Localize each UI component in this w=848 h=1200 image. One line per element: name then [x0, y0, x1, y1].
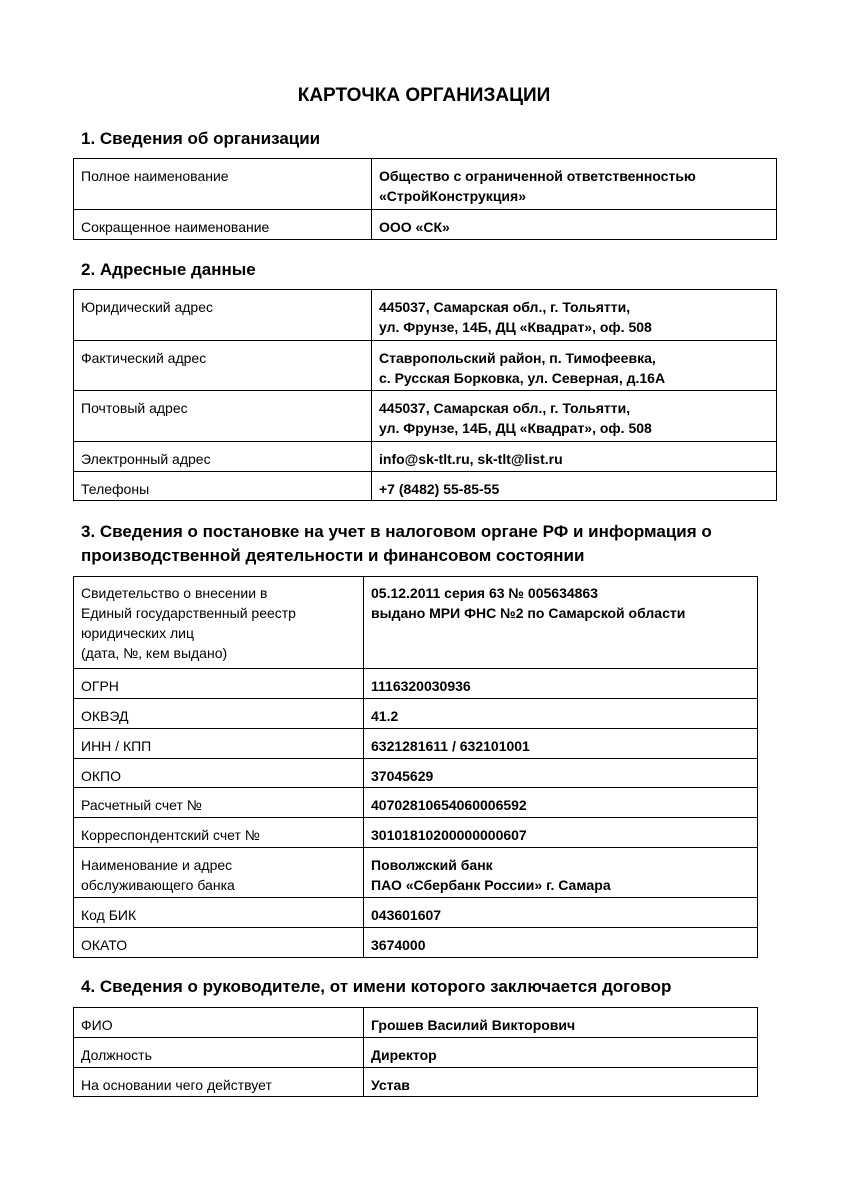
table-row [74, 788, 758, 818]
table-row [74, 341, 777, 391]
table-row [74, 442, 777, 472]
table-row [74, 669, 758, 699]
tax-registration-table [73, 576, 758, 958]
row-value: Грошев Василий Викторович [364, 1008, 758, 1038]
row-value: 40702810654060006592 [364, 788, 758, 818]
row-label: На основании чего действует [74, 1068, 364, 1097]
row-value: 6321281611 / 632101001 [364, 729, 758, 759]
table-row [74, 818, 758, 848]
row-value: Ставропольский район, п. Тимофеевка, с. Русская Борковка, ул. Северная, д.16А [372, 341, 777, 391]
table-row [74, 928, 758, 958]
row-label: Свидетельство о внесении в Единый государственный реестр юридических лиц (дата, №, кем выдано) [74, 577, 364, 669]
row-value: Устав [364, 1068, 758, 1097]
table-row [74, 1008, 758, 1038]
row-value: 3674000 [364, 928, 758, 958]
document-title: КАРТОЧКА ОРГАНИЗАЦИИ [297, 85, 551, 106]
table-row [74, 729, 758, 759]
row-label: Почтовый адрес [74, 391, 372, 442]
email-value: info@sk-tlt.ru, sk-tlt@list.ru [372, 442, 777, 472]
row-value: 37045629 [364, 759, 758, 788]
row-label: ОГРН [74, 669, 364, 699]
row-value: 1116320030936 [364, 669, 758, 699]
row-label: Корреспондентский счет № [74, 818, 364, 848]
row-value: 445037, Самарская обл., г. Тольятти, ул. Фрунзе, 14Б, ДЦ «Квадрат», оф. 508 [372, 391, 777, 442]
row-label: Код БИК [74, 898, 364, 928]
row-label: Фактический адрес [74, 341, 372, 391]
table-row [74, 391, 777, 442]
section-heading-director: 4. Сведения о руководителе, от имени которого заключается договор [81, 977, 672, 996]
row-value: ООО «СК» [372, 210, 777, 240]
row-value: Поволжский банк ПАО «Сбербанк России» г. Самара [364, 848, 758, 898]
table-row [74, 1038, 758, 1068]
organization-table [73, 158, 777, 240]
row-label: ОКАТО [74, 928, 364, 958]
row-label: Электронный адрес [74, 442, 372, 472]
addresses-table [73, 289, 777, 501]
row-label: Расчетный счет № [74, 788, 364, 818]
row-label: ИНН / КПП [74, 729, 364, 759]
row-value: 445037, Самарская обл., г. Тольятти, ул. Фрунзе, 14Б, ДЦ «Квадрат», оф. 508 [372, 290, 777, 341]
table-row [74, 898, 758, 928]
table-row [74, 210, 777, 240]
row-label: ОКВЭД [74, 699, 364, 729]
row-label: Сокращенное наименование [74, 210, 372, 240]
table-row [74, 1068, 758, 1097]
table-row [74, 759, 758, 788]
row-label: Полное наименование [74, 159, 372, 210]
row-label: Должность [74, 1038, 364, 1068]
section-heading-organization: 1. Сведения об организации [81, 129, 321, 148]
row-label: ОКПО [74, 759, 364, 788]
row-label: Наименование и адрес обслуживающего банка [74, 848, 364, 898]
table-row [74, 848, 758, 898]
phone-value: +7 (8482) 55-85-55 [372, 472, 777, 501]
row-label: Юридический адрес [74, 290, 372, 341]
director-table [73, 1007, 758, 1097]
row-value: 043601607 [364, 898, 758, 928]
table-row [74, 290, 777, 341]
section-heading-addresses: 2. Адресные данные [81, 260, 256, 279]
row-value: Директор [364, 1038, 758, 1068]
table-row [74, 577, 758, 669]
section-heading-tax-registration: 3. Сведения о постановке на учет в налоговом органе РФ и информация о производственной деятельности и финансовом состоянии [81, 522, 712, 565]
row-value: 41.2 [364, 699, 758, 729]
row-value: Общество с ограниченной ответственностью «СтройКонструкция» [372, 159, 777, 210]
row-value: 05.12.2011 серия 63 № 005634863 выдано МРИ ФНС №2 по Самарской области [364, 577, 758, 669]
table-row [74, 159, 777, 210]
row-value: 30101810200000000607 [364, 818, 758, 848]
table-row [74, 699, 758, 729]
table-row [74, 472, 777, 501]
row-label: Телефоны [74, 472, 372, 501]
row-label: ФИО [74, 1008, 364, 1038]
